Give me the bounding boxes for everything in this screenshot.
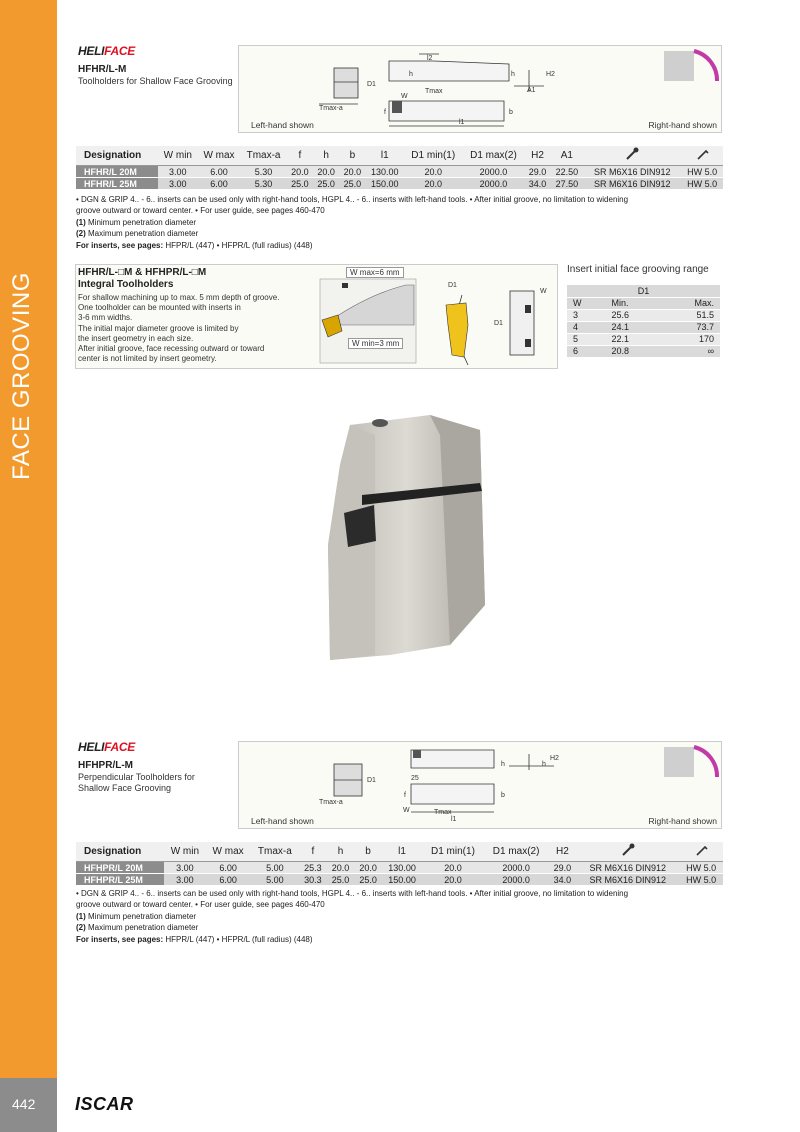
dim-label-l2: l2 bbox=[427, 55, 433, 62]
dim-label-w: W bbox=[403, 807, 410, 814]
table-row: 4 24.1 73.7 bbox=[567, 321, 720, 333]
dim-label-a1: A1 bbox=[527, 87, 536, 94]
col-b: b bbox=[354, 842, 382, 862]
col-h: h bbox=[327, 842, 355, 862]
spec-table-1 bbox=[76, 146, 723, 190]
range-group-header: D1 bbox=[567, 285, 720, 297]
dim-label-25: 25 bbox=[411, 775, 419, 782]
col-h: h bbox=[313, 146, 339, 166]
dim-label-tmax: Tmax bbox=[434, 809, 452, 816]
dim-label-d1-right: D1 bbox=[494, 320, 503, 327]
col-b: b bbox=[339, 146, 365, 166]
col-designation: Designation bbox=[76, 146, 158, 166]
dim-label-f: f bbox=[384, 109, 386, 116]
dim-label-h-right: h bbox=[511, 71, 515, 78]
dim-label-tmax-a: Tmax-a bbox=[319, 105, 343, 112]
table-header-row bbox=[76, 146, 723, 166]
w-min-label: W min=3 mm bbox=[348, 338, 403, 349]
key-icon bbox=[679, 842, 723, 862]
left-hand-caption: Left-hand shown bbox=[251, 120, 314, 130]
col-h2: H2 bbox=[549, 842, 577, 862]
table-row: HFHR/L 20M 3.00 6.00 5.30 20.0 20.0 20.0 130.00 20.0 2000.0 29.0 22.50 SR M6X16 DIN912 HW 5.0 bbox=[76, 166, 723, 178]
dim-label-h2: H2 bbox=[550, 755, 559, 762]
dim-label-w: W bbox=[540, 288, 547, 295]
col-d1max: D1 max(2) bbox=[463, 146, 525, 166]
screw-icon bbox=[576, 842, 679, 862]
col-d1max: D1 max(2) bbox=[484, 842, 549, 862]
dim-label-f: f bbox=[404, 792, 406, 799]
col-f: f bbox=[287, 146, 313, 166]
table-row: 3 25.6 51.5 bbox=[567, 309, 720, 321]
range-title: Insert initial face grooving range bbox=[567, 264, 709, 275]
product-description: Toolholders for Shallow Face Grooving bbox=[78, 76, 233, 86]
dim-label-d1: D1 bbox=[367, 81, 376, 88]
col-a1: A1 bbox=[551, 146, 583, 166]
w-max-label: W max=6 mm bbox=[346, 267, 404, 278]
col-wmax: W max bbox=[206, 842, 251, 862]
product-code: HFHR/L-M bbox=[78, 64, 127, 75]
right-hand-caption: Right-hand shown bbox=[648, 120, 717, 130]
right-hand-caption: Right-hand shown bbox=[648, 816, 717, 826]
dim-label-h: h bbox=[501, 761, 505, 768]
page-number: 442 bbox=[12, 1096, 36, 1112]
range-table: D1 W Min. Max. 3 25.6 51.5 4 24.1 73.7 5 22.1 170 6 20.8 ∞ bbox=[567, 285, 720, 358]
brand-logo: ISCAR bbox=[75, 1094, 134, 1114]
col-wmin: W min bbox=[164, 842, 205, 862]
left-hand-caption: Left-hand shown bbox=[251, 816, 314, 826]
spec-table-2 bbox=[76, 842, 723, 886]
integral-description: For shallow machining up to max. 5 mm depth of groove. One toolholder can be mounted with inserts in 3-6 mm widths. The initial major diameter groove is limited by the insert geometry in each size. After initial groove, face recessing outward or toward center is not limited by insert geometry. bbox=[78, 293, 280, 364]
section-title: FACE GROOVING bbox=[8, 272, 35, 480]
product-description: Perpendicular Toolholders for Shallow Face Grooving bbox=[78, 772, 195, 793]
col-tmax: Tmax-a bbox=[240, 146, 286, 166]
dim-label-d1: D1 bbox=[448, 282, 457, 289]
dim-label-tmax-a: Tmax-a bbox=[319, 799, 343, 806]
screw-icon bbox=[583, 146, 681, 166]
table-header-row bbox=[76, 842, 723, 862]
drawing-box bbox=[238, 741, 722, 829]
table-row: HFHPR/L 25M 3.00 6.00 5.00 30.3 25.0 25.0 150.00 20.0 2000.0 34.0 SR M6X16 DIN912 HW 5.0 bbox=[76, 874, 723, 886]
dim-label-h2: H2 bbox=[546, 71, 555, 78]
dim-label-d1: D1 bbox=[367, 777, 376, 784]
heliface-logo: HELIFACE bbox=[78, 44, 135, 58]
notes-2: • DGN & GRIP 4.. - 6.. inserts can be used only with right-hand tools, HGPL 4.. - 6.. inserts with left-hand tools. • After initial groove, no limitation to widening groove outward or toward center. • For user guide, see pages 460-470 (1) Minimum penetration diameter (2) Maximum penetration diameter For inserts, see pages: HFPR/L (447) • HFPR/L (full radius) (448) bbox=[76, 889, 629, 944]
dim-label-tmax: Tmax bbox=[425, 88, 443, 95]
dim-label-l1: l1 bbox=[459, 119, 465, 126]
col-f: f bbox=[299, 842, 327, 862]
col-wmin: W min bbox=[158, 146, 197, 166]
table-row: 6 20.8 ∞ bbox=[567, 345, 720, 357]
dim-label-h-right: h bbox=[542, 761, 546, 768]
product-photo bbox=[300, 405, 520, 685]
col-h2: H2 bbox=[524, 146, 550, 166]
col-wmax: W max bbox=[198, 146, 241, 166]
dim-label-l1: l1 bbox=[451, 816, 457, 823]
table-row: 5 22.1 170 bbox=[567, 333, 720, 345]
table-row: HFHPR/L 20M 3.00 6.00 5.00 25.3 20.0 20.0 130.00 20.0 2000.0 29.0 SR M6X16 DIN912 HW 5.0 bbox=[76, 862, 723, 874]
table-row: HFHR/L 25M 3.00 6.00 5.30 25.0 25.0 25.0 150.00 20.0 2000.0 34.0 27.50 SR M6X16 DIN912 HW 5.0 bbox=[76, 178, 723, 190]
heliface-logo: HELIFACE bbox=[78, 740, 135, 754]
notes-1: • DGN & GRIP 4.. - 6.. inserts can be used only with right-hand tools, HGPL 4.. - 6.. inserts with left-hand tools. • After initial groove, no limitation to widening groove outward or toward center. • For user guide, see pages 460-470 (1) Minimum penetration diameter (2) Maximum penetration diameter For inserts, see pages: HFPR/L (447) • HFPR/L (full radius) (448) bbox=[76, 195, 629, 250]
key-icon bbox=[681, 146, 723, 166]
dim-label-h: h bbox=[409, 71, 413, 78]
col-d1min: D1 min(1) bbox=[404, 146, 462, 166]
col-l1: l1 bbox=[366, 146, 404, 166]
product-code: HFHPR/L-M bbox=[78, 760, 133, 771]
col-d1min: D1 min(1) bbox=[422, 842, 483, 862]
dim-label-b: b bbox=[501, 792, 505, 799]
drawing-box bbox=[238, 45, 722, 133]
dim-label-w: W bbox=[401, 93, 408, 100]
dim-label-b: b bbox=[509, 109, 513, 116]
integral-title: HFHR/L-□M & HFHPR/L-□M Integral Toolholders bbox=[78, 267, 207, 290]
sidebar bbox=[0, 0, 57, 1132]
col-tmax: Tmax-a bbox=[251, 842, 300, 862]
col-l1: l1 bbox=[382, 842, 422, 862]
col-designation: Designation bbox=[76, 842, 164, 862]
